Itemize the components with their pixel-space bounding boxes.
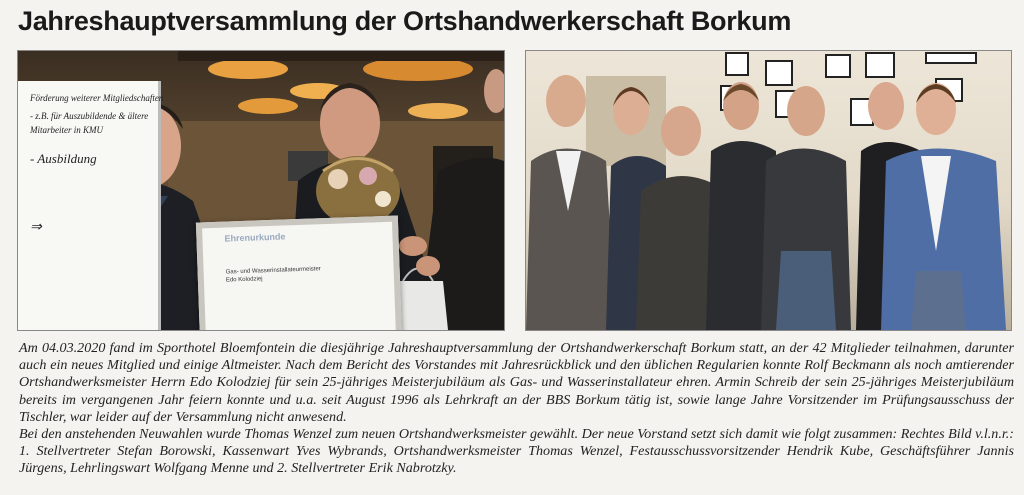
article-caption xyxy=(19,340,1014,478)
certificate-title: Ehrenurkunde xyxy=(224,231,286,244)
article-headline: Jahreshauptversammlung der Ortshandwerkerschaft Borkum xyxy=(18,6,792,36)
certificate xyxy=(196,216,402,331)
flipchart xyxy=(18,81,164,330)
flipchart-line: - z.B. für Auszubildende & ältere xyxy=(30,111,149,121)
certificate-line: Edo Kolodziej xyxy=(225,276,263,284)
flipchart-line: Mitarbeiter in KMU xyxy=(30,125,103,135)
arrow-icon: ⇒ xyxy=(30,220,42,235)
flipchart-line: - Ausbildung xyxy=(30,151,97,166)
caption-paragraph: Am 04.03.2020 fand im Sporthotel Bloemfontein die diesjährige Jahreshauptversammlung der Ortshandwerkerschaft Borkum statt, an der 42 Mitglieder teilnahmen, darunter auch ein neues Mitglied und einige Altmeister. Nach dem Bericht des Vorstandes mit Jahresrückblick und den üblichen Regularien konnte Rolf Beckmann als noch amtierender Ortshandwerksmeister Herrn Edo Kolodziej für sein 25-jähriges Meisterjubiläum als Gas- und Wasserinstallateur ehren. Armin Schreib der sein 25-jähriges Meisterjubiläum bereits im vergangenen Jahr feiern konnte und u.a. seit August 1996 als Lehrkraft an der BBS Borkum tätig ist, sowie lange Jahre Vorsitzender im Prüfungsausschuss der Tischler, war leider auf der Versammlung nicht anwesend. xyxy=(19,340,1014,425)
caption-paragraph: Bei den anstehenden Neuwahlen wurde Thomas Wenzel zum neuen Ortshandwerksmeister gewählt. Der neue Vorstand setzt sich damit wie folgt zusammen: Rechtes Bild v.l.n.r.: 1. Stellvertreter Stefan Borowski, Kassenwart Yves Wybrands, Ortshandwerksmeister Thomas Wenzel, Festausschussvorsitzender Hendrik Kube, Geschäftsführer Jannis Jürgens, Lehrlingswart Wolfgang Menne und 2. Stellvertreter Erik Nabrotzky. xyxy=(19,426,1014,477)
photo-board-members xyxy=(525,50,1012,331)
board-members-illustration xyxy=(526,51,1011,330)
flipchart-line: Förderung weiterer Mitgliedschaften xyxy=(30,93,164,103)
photo-award-ceremony xyxy=(17,50,505,331)
certificate-line: Gas- und Wasserinstallateurmeister xyxy=(225,266,321,276)
